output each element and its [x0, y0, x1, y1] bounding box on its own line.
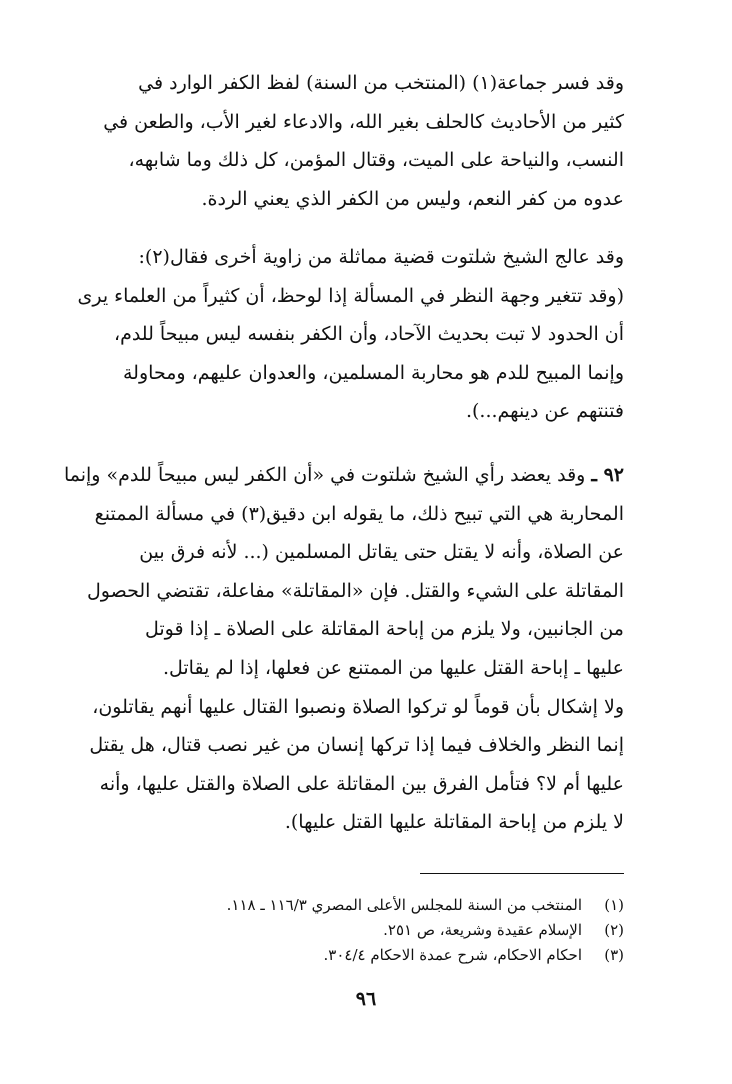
footnote-1 [64, 893, 624, 918]
text-line: وقد فسر جماعة(١) (المنتخب من السنة) لفظ الكفر الوارد في [138, 72, 624, 94]
footnote-text: احكام الاحكام، شرح عمدة الاحكام ٣٠٤/٤. [323, 946, 582, 964]
paragraph-number: ٩٢ ـ [591, 464, 624, 486]
text-line: عدوه من كفر النعم، وليس من الكفر الذي يعني الردة. [201, 187, 624, 210]
text-line: المحاربة هي التي تبيح ذلك، ما يقوله ابن دقيق(٣) في مسألة الممتنع [94, 502, 624, 525]
text-line: من الجانبين، ولا يلزم من إباحة المقاتلة على الصلاة ـ إذا قوتل [145, 618, 624, 641]
footnote-divider [420, 873, 624, 874]
footnote-3 [64, 943, 624, 968]
page-number: ٩٦ [355, 988, 377, 1010]
text-line: لا يلزم من إباحة المقاتلة عليها القتل عليها). [284, 811, 624, 834]
footnote-mark: (٢) [604, 921, 624, 939]
footnote-mark: (١) [604, 896, 624, 914]
text-line: وإنما المبيح للدم هو محاربة المسلمين، والعدوان عليهم، ومحاولة [123, 361, 624, 384]
text-line: النسب، والنياحة على الميت، وقتال المؤمن، كل ذلك وما شابهه، [128, 149, 624, 172]
text-line: (وقد تتغير وجهة النظر في المسألة إذا لوحظ، أن كثيراً من العلماء يرى [77, 284, 624, 307]
text-line [63, 456, 624, 495]
text-line: ولا إشكال بأن قوماً لو تركوا الصلاة ونصبوا القتال عليها أنهم يقاتلون، [92, 695, 624, 718]
text-line: وقد عالج الشيخ شلتوت قضية مماثلة من زاوية أخرى فقال(٢): [138, 246, 624, 268]
text-line: فتنتهم عن دينهم...). [465, 400, 624, 423]
paragraph-92 [63, 456, 624, 842]
text-line: كثير من الأحاديث كالحلف بغير الله، والادعاء لغير الأب، والطعن في [103, 110, 624, 133]
text-line: عليها ـ إباحة القتل عليها من الممتنع عن فعلها، إذا لم يقاتل. [162, 656, 624, 679]
text-line: إنما النظر والخلاف فيما إذا تركها إنسان من غير نصب قتال، هل يقتل [89, 734, 624, 757]
paragraph-2 [77, 238, 624, 431]
footnote-2 [64, 918, 624, 943]
text-line: أن الحدود لا تبت بحديث الآحاد، وأن الكفر بنفسه ليس مبيحاً للدم، [113, 323, 624, 346]
footnote-text: الإسلام عقيدة وشريعة، ص ٢٥١. [383, 921, 582, 939]
text-line: المقاتلة على الشيء والقتل. فإن «المقاتلة» مفاعلة، تقتضي الحصول [87, 579, 624, 602]
text-line: عن الصلاة، وأنه لا يقتل حتى يقاتل المسلمين (... لأنه فرق بين [139, 541, 624, 564]
text-line-body: وقد يعضد رأي الشيخ شلتوت في «أن الكفر ليس مبيحاً للدم» وإنما [63, 464, 586, 486]
text-line: عليها أم لا؟ فتأمل الفرق بين المقاتلة على الصلاة والقتل عليها، وأنه [99, 772, 624, 795]
paragraph-1 [90, 64, 624, 218]
footnote-mark: (٣) [604, 946, 624, 964]
footnote-text: المنتخب من السنة للمجلس الأعلى المصري ١١٦/٣ ـ ١١٨. [226, 896, 582, 914]
